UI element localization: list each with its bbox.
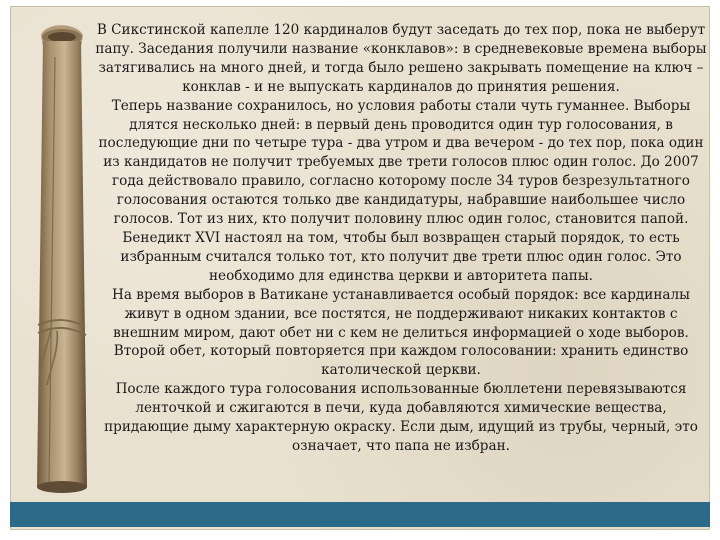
- slide-text: [95, 21, 707, 456]
- slide-frame: [10, 6, 710, 530]
- paragraph-1: В Сикстинской капелле 120 кардиналов будут заседать до тех пор, пока не выберут папу. Заседания получили название «конклавов»: в средневековые времена выборы затягивались на много дней, и тогда было решено закрывать помещение на ключ – конклав - и не выпускать кардиналов до принятия решения.: [95, 22, 707, 95]
- paragraph-4: После каждого тура голосования использованные бюллетени перевязываются ленточкой и сжигаются в печи, куда добавляются химические вещества, придающие дыму характерную окраску. Если дым, идущий из трубы, черный, это означает, что папа не избран.: [104, 381, 698, 454]
- paragraph-3: На время выборов в Ватикане устанавливается особый порядок: все кардиналы живут в одном здании, все постятся, не поддерживают никаких контактов с внешним миром, дают обет ни с кем не делиться информацией о ходе выборов. Второй обет, который повторяется при каждом голосовании: хранить единство католической церкви.: [112, 286, 690, 379]
- footer-bar: [10, 502, 710, 527]
- paragraph-2: Теперь название сохранилось, но условия работы стали чуть гуманнее. Выборы длятся несколько дней: в первый день проводится один тур голосования, в последующие дни по четыре тура - два утром и два вечером - до тех пор, пока один из кандидатов не получит требуемых две трети голосов плюс один голос. До 2007 года действовало правило, согласно которому после 34 туров безрезультатного голосования остаются только две кандидатуры, набравшие наибольшее число голосов. Тот из них, кто получит половину плюс один голос, становится папой. Бенедикт XVI настоял на том, чтобы был возвращен старый порядок, то есть избранным считался только тот, кто получит две трети плюс один голос. Это необходимо для единства церкви и авторитета папы.: [98, 97, 704, 284]
- rolled-parchment-icon: [21, 17, 101, 497]
